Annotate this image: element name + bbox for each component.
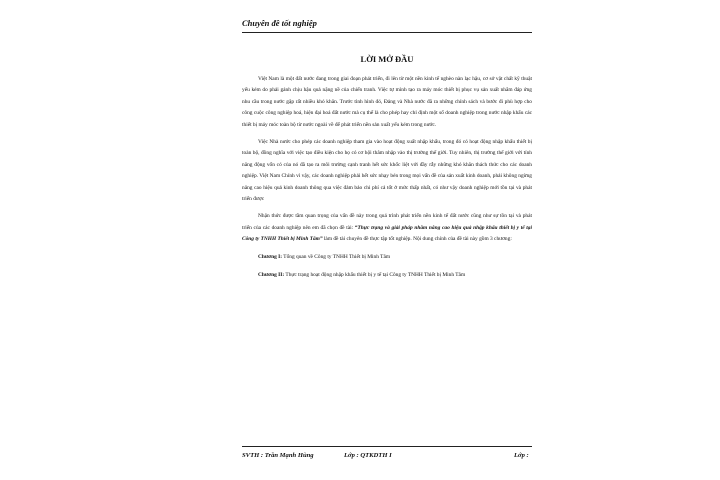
chapter-2-text: Thực trạng hoạt động nhập khẩu thiết bị y tế tại Công ty TNHH Thiết bị Minh Tâm [284,272,466,279]
footer-class: Lớp : QTKDTH I [344,452,392,459]
footer-class-right: Lớp : [514,452,529,459]
document-body [242,74,532,289]
chapter-1-label: Chương I: [258,253,283,260]
footer-student: SVTH : Trần Mạnh Hùng [242,452,314,459]
paragraph-3-outro: làm đề tài chuyên đề thực tập tốt nghiệp. Nội dung chính của đề tài này gồm 3 chương: [322,236,512,243]
page-title: LỜI MỞ ĐẦU [360,54,414,64]
thesis-topic: “Thực trạng và giải pháp nhằm nâng cao hiệu quả nhập khẩu thiết bị y tế tại Công ty TNHH Thiết bị Minh Tâm” [242,224,532,243]
footer-divider [242,446,532,447]
chapter-1 [242,252,532,263]
paragraph-3 [242,211,532,245]
document-page [236,12,538,474]
paragraph-3-intro: Nhận thức được tầm quan trọng của vấn đề này trong quá trình phát triển nền kinh tế đất nước cũng như sự tồn tại và phát triển của các doanh nghiệp nên em đã chọn đề tài: [242,213,532,231]
paragraph-1: Việt Nam là một đất nước đang trong giai đoạn phát triển, đi lên từ một nền kinh tế nghèo nàn lạc hậu, cơ sở vật chất kỹ thuật yếu kém do phải gánh chịu hậu quả nặng nề của chiến tranh. Việc tự mình tạo ra máy móc thiết bị phục vụ sản xuất nhằm đáp ứng nhu cầu trong nước gặp rất nhiều khó khăn. Trước tình hình đó, Đảng và Nhà nước đã ra những chính sách và bước đi phù hợp cho công cuộc công nghiệp hoá, hiện đại hoá đất nước mà cụ thể là cho phép hay chỉ định một số doanh nghiệp trong nước nhập khẩu các thiết bị máy móc toàn bộ từ nước ngoài về để phát triển nền sản xuất yếu kém trong nước. [242,76,532,128]
chapter-1-text: Tổng quan về Công ty TNHH Thiết bị Minh Tâm [282,253,391,260]
page-header: Chuyên đề tốt nghiệp [242,18,317,28]
chapter-2-label: Chương II: [258,272,285,279]
chapter-2 [242,270,532,281]
paragraph-2: Việc Nhà nước cho phép các doanh nghiệp tham gia vào hoạt động xuất nhập khẩu, trong đó có hoạt động nhập khẩu thiết bị toàn bộ, đồng nghĩa với việc tạo điều kiện cho họ có cơ hội thâm nhập vào thị trường thế giới. Tuy nhiên, thị trường thế giới với tính năng động vốn có của nó đã tạo ra môi trường cạnh tranh hết sức khốc liệt với đầy rẫy những khó khăn thách thức cho các doanh nghiệp. Việt Nam Chính vì vậy, các doanh nghiệp phải hết sức nhạy bén trong mọi vấn đề của sản xuất kinh doanh, phải không ngừng nâng cao hiệu quả kinh doanh thông qua việc đảm bảo chi phí cả tốt ở mức thấp nhất, có như vậy doanh nghiệp mới tồn tại và phát triển được [242,139,532,203]
header-divider [242,32,532,33]
